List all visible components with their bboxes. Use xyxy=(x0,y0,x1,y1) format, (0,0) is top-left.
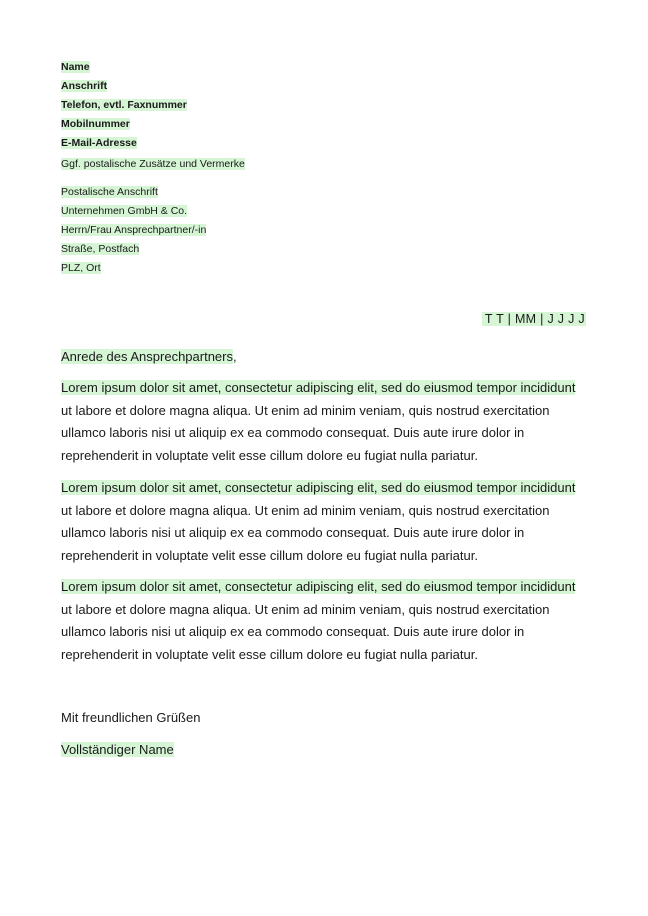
paragraph-line: reprehenderit in voluptate velit esse cillum dolore eu fugiat nulla pariatur. xyxy=(61,447,478,463)
date-field xyxy=(482,311,586,327)
sender-address: Anschrift xyxy=(61,80,108,92)
recipient-line-3: Herrn/Frau Ansprechpartner/-in xyxy=(61,224,207,236)
salutation-text: Anrede des Ansprechpartners xyxy=(61,349,233,364)
body-paragraph-2 xyxy=(61,477,591,567)
sender-mobile: Mobilnummer xyxy=(61,118,130,130)
body-paragraph-1 xyxy=(61,377,591,467)
recipient-line-1: Postalische Anschrift xyxy=(61,186,158,198)
date-text: T T | MM | J J J J xyxy=(482,312,586,326)
paragraph-line: reprehenderit in voluptate velit esse cillum dolore eu fugiat nulla pariatur. xyxy=(61,646,478,662)
recipient-line-5: PLZ, Ort xyxy=(61,262,101,274)
sender-phone: Telefon, evtl. Faxnummer xyxy=(61,99,187,111)
sender-block xyxy=(61,61,187,156)
recipient-block xyxy=(61,186,206,281)
paragraph-first-line-text: Lorem ipsum dolor sit amet, consectetur adipiscing elit, sed do eiusmod tempor incididunt xyxy=(61,480,576,495)
paragraph-line: ut labore et dolore magna aliqua. Ut enim ad minim veniam, quis nostrud exercitation xyxy=(61,502,550,518)
paragraph-line xyxy=(61,377,591,400)
salutation-punctuation: , xyxy=(233,349,237,364)
salutation xyxy=(61,349,237,365)
paragraph-line xyxy=(61,576,591,599)
paragraph-line: ut labore et dolore magna aliqua. Ut enim ad minim veniam, quis nostrud exercitation xyxy=(61,402,550,418)
paragraph-line: ullamco laboris nisi ut aliquip ex ea commodo consequat. Duis aute irure dolor in xyxy=(61,624,525,639)
signature-name-text: Vollständiger Name xyxy=(61,742,174,757)
postal-note-text: Ggf. postalische Zusätze und Vermerke xyxy=(61,158,245,170)
paragraph-line: reprehenderit in voluptate velit esse cillum dolore eu fugiat nulla pariatur. xyxy=(61,547,478,563)
sender-name: Name xyxy=(61,61,90,73)
closing: Mit freundlichen Grüßen xyxy=(61,710,201,725)
postal-note xyxy=(61,158,245,171)
paragraph-first-line-text: Lorem ipsum dolor sit amet, consectetur adipiscing elit, sed do eiusmod tempor incididunt xyxy=(61,380,576,395)
paragraph-first-line-text: Lorem ipsum dolor sit amet, consectetur adipiscing elit, sed do eiusmod tempor incididunt xyxy=(61,579,576,594)
paragraph-line: ullamco laboris nisi ut aliquip ex ea commodo consequat. Duis aute irure dolor in xyxy=(61,525,525,540)
paragraph-line xyxy=(61,477,591,500)
paragraph-line: ut labore et dolore magna aliqua. Ut enim ad minim veniam, quis nostrud exercitation xyxy=(61,601,550,617)
paragraph-line: ullamco laboris nisi ut aliquip ex ea commodo consequat. Duis aute irure dolor in xyxy=(61,425,525,440)
sender-email: E-Mail-Adresse xyxy=(61,137,137,149)
signature-name xyxy=(61,742,174,758)
recipient-line-4: Straße, Postfach xyxy=(61,243,140,255)
body-paragraph-3 xyxy=(61,576,591,666)
recipient-line-2: Unternehmen GmbH & Co. xyxy=(61,205,188,217)
